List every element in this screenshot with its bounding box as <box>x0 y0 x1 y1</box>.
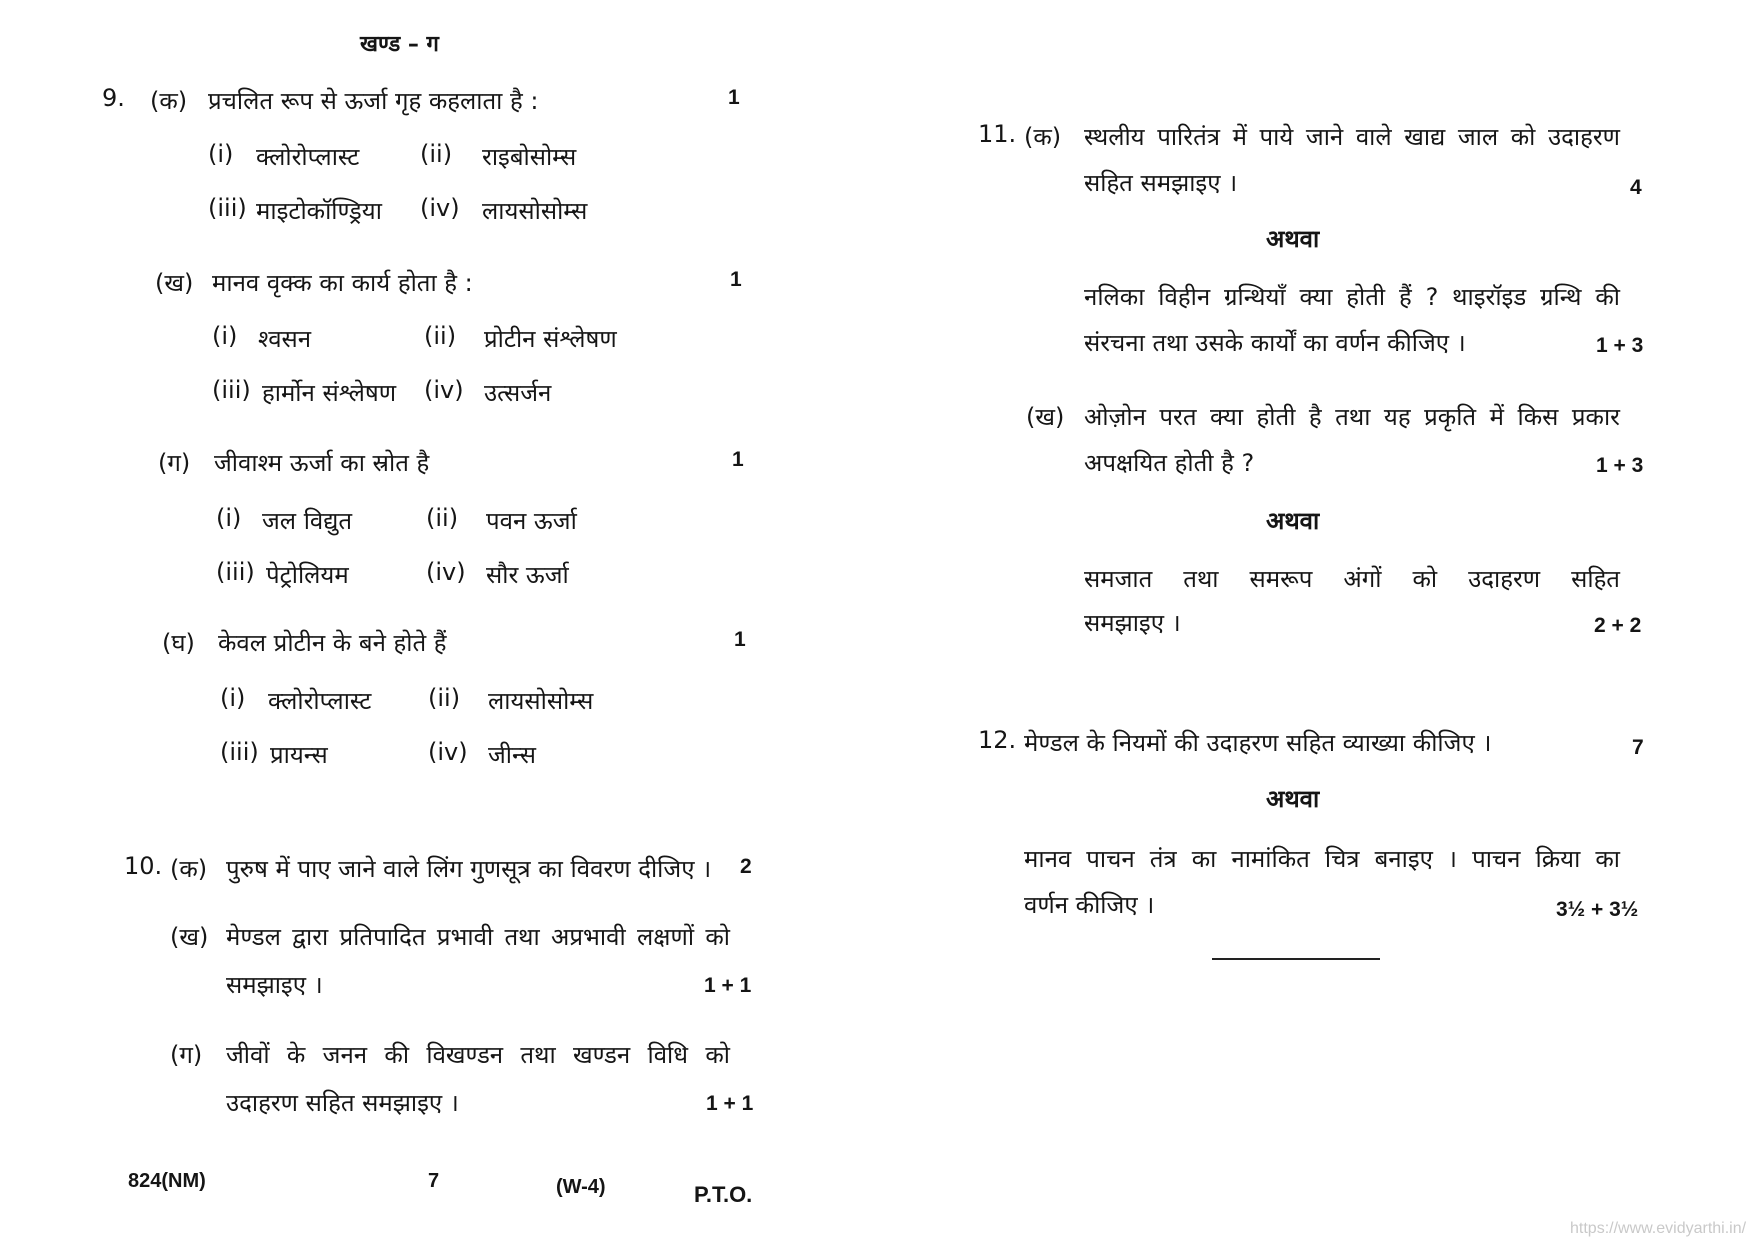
option-text: लायसोसोम्स <box>488 687 594 715</box>
option-text: माइटोकॉण्ड्रिया <box>256 197 382 225</box>
option-label: (iv) <box>424 376 464 404</box>
marks: 4 <box>1630 176 1642 199</box>
question-text: समझाइए । <box>1084 609 1181 637</box>
marks: 1 <box>730 268 742 291</box>
question-text: ओज़ोन परत क्या होती है तथा यह प्रकृति में किस प्रकार <box>1084 403 1620 431</box>
question-text: समजात तथा समरूप अंगों को उदाहरण सहित <box>1084 565 1620 593</box>
question-text: वर्णन कीजिए । <box>1024 891 1155 919</box>
option-label: (iv) <box>428 738 468 766</box>
question-text: मेण्डल के नियमों की उदाहरण सहित व्याख्या कीजिए । <box>1024 729 1492 757</box>
question-text: मानव पाचन तंत्र का नामांकित चित्र बनाइए । पाचन क्रिया का <box>1024 845 1620 873</box>
option-text: पेट्रोलियम <box>266 561 349 589</box>
option-text: हार्मोन संश्लेषण <box>262 379 397 407</box>
marks: 2 + 2 <box>1594 614 1642 637</box>
option-text: श्वसन <box>258 325 312 353</box>
option-label: (i) <box>216 504 242 532</box>
question-text: संरचना तथा उसके कार्यों का वर्णन कीजिए । <box>1084 329 1466 357</box>
part-label: (ख) <box>155 269 194 297</box>
option-label: (iii) <box>212 376 251 404</box>
option-text: सौर ऊर्जा <box>486 561 569 589</box>
option-label: (ii) <box>420 140 453 168</box>
marks: 1 <box>728 86 740 109</box>
question-text: उदाहरण सहित समझाइए । <box>226 1089 459 1117</box>
option-label: (i) <box>208 140 234 168</box>
part-label: (घ) <box>162 629 195 657</box>
option-text: लायसोसोम्स <box>482 197 588 225</box>
part-label: (ख) <box>170 923 209 951</box>
option-label: (ii) <box>424 322 457 350</box>
option-text: क्लोरोप्लास्ट <box>268 687 372 715</box>
page-number: 7 <box>428 1170 440 1192</box>
or-label: अथवा <box>1266 785 1320 813</box>
pto-label: P.T.O. <box>694 1182 753 1207</box>
question-text: सहित समझाइए । <box>1084 169 1238 197</box>
marks: 7 <box>1632 736 1644 759</box>
watermark-url: https://www.evidyarthi.in/ <box>1570 1220 1747 1237</box>
paper-code: 824(NM) <box>128 1170 206 1192</box>
part-label: (ग) <box>170 1041 203 1069</box>
option-label: (i) <box>212 322 238 350</box>
marks: 1 + 1 <box>706 1092 754 1115</box>
option-label: (ii) <box>426 504 459 532</box>
part-label: (ग) <box>158 449 191 477</box>
option-label: (iii) <box>216 558 255 586</box>
part-label: (क) <box>170 855 208 883</box>
option-label: (iii) <box>208 194 247 222</box>
option-label: (iv) <box>426 558 466 586</box>
or-label: अथवा <box>1266 225 1320 253</box>
option-label: (iv) <box>420 194 460 222</box>
question-text: अपक्षयित होती है ? <box>1084 449 1255 477</box>
set-code: (W-4) <box>556 1176 606 1198</box>
marks: 1 <box>732 448 744 471</box>
question-text: स्थलीय पारितंत्र में पाये जाने वाले खाद्य जाल को उदाहरण <box>1084 123 1620 151</box>
marks: 1 + 1 <box>704 974 752 997</box>
end-rule <box>1212 958 1380 960</box>
option-label: (ii) <box>428 684 461 712</box>
part-label: (ख) <box>1026 403 1065 431</box>
marks: 1 + 3 <box>1596 454 1644 477</box>
question-text: केवल प्रोटीन के बने होते हैं <box>218 629 447 657</box>
or-label: अथवा <box>1266 507 1320 535</box>
option-text: पवन ऊर्जा <box>486 507 577 535</box>
marks: 2 <box>740 855 752 878</box>
option-text: उत्सर्जन <box>484 379 552 407</box>
option-text: राइबोसोम्स <box>482 143 577 171</box>
question-text: मानव वृक्क का कार्य होता है : <box>212 269 473 297</box>
option-text: जीन्स <box>488 741 536 769</box>
option-label: (i) <box>220 684 246 712</box>
question-text: पुरुष में पाए जाने वाले लिंग गुणसूत्र का विवरण दीजिए । <box>226 855 712 883</box>
part-label: (क) <box>150 87 188 115</box>
option-text: प्रोटीन संश्लेषण <box>484 325 617 353</box>
question-number: 12. <box>978 726 1017 754</box>
section-header: खण्ड – ग <box>360 32 439 57</box>
question-text: जीवाश्म ऊर्जा का स्रोत है <box>214 449 430 477</box>
option-text: जल विद्युत <box>262 507 353 535</box>
question-text: प्रचलित रूप से ऊर्जा गृह कहलाता है : <box>208 87 539 115</box>
marks: 1 <box>734 628 746 651</box>
question-text: मेण्डल द्वारा प्रतिपादित प्रभावी तथा अप्रभावी लक्षणों को <box>226 923 730 951</box>
option-text: प्रायन्स <box>270 741 328 769</box>
question-text: समझाइए । <box>226 971 323 999</box>
option-label: (iii) <box>220 738 259 766</box>
question-text: जीवों के जनन की विखण्डन तथा खण्डन विधि को <box>226 1041 730 1069</box>
part-label: (क) <box>1024 123 1062 151</box>
question-number: 11. <box>978 120 1017 148</box>
marks: 3½ + 3½ <box>1556 898 1639 921</box>
question-number: 10. <box>124 852 163 880</box>
question-number: 9. <box>102 84 125 112</box>
question-text: नलिका विहीन ग्रन्थियाँ क्या होती हैं ? थाइरॉइड ग्रन्थि की <box>1084 283 1620 311</box>
marks: 1 + 3 <box>1596 334 1644 357</box>
option-text: क्लोरोप्लास्ट <box>256 143 360 171</box>
